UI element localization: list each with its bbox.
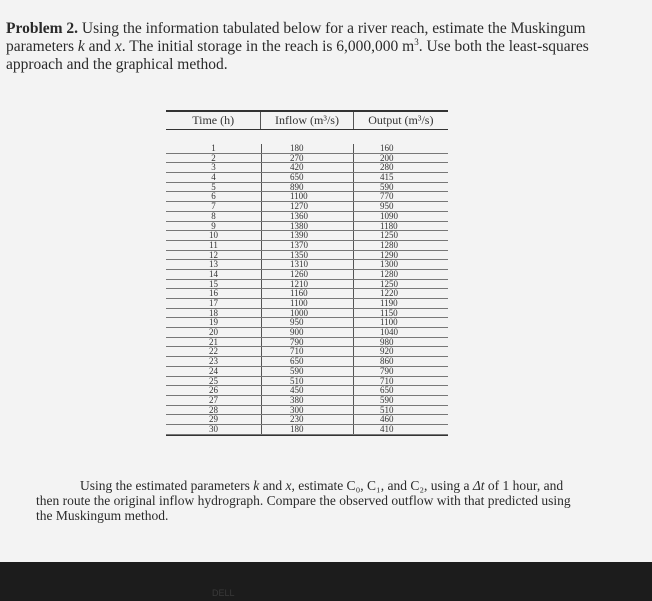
inflow-cell: 230 [261,415,353,424]
time-cell: 29 [209,414,218,425]
inflow-cell: 1270 [261,202,353,211]
output-cell: 590 [353,183,448,192]
output-cell: 710 [353,377,448,386]
time-cell: 16 [209,288,218,299]
inflow-cell: 1380 [261,222,353,231]
output-cell: 1180 [353,222,448,231]
time-cell: 3 [211,162,216,173]
output-cell: 770 [353,192,448,201]
output-cell: 920 [353,347,448,356]
header-inflow: Inflow (m³/s) [260,112,352,129]
output-cell: 1280 [353,241,448,250]
time-cell: 4 [211,172,216,183]
output-cell: 1280 [353,270,448,279]
table-row [166,425,448,435]
output-cell: 1100 [353,318,448,327]
time-cell: 11 [209,239,218,250]
time-cell: 30 [209,423,218,434]
table-row [166,144,448,154]
inflow-cell: 1260 [261,270,353,279]
time-cell: 25 [209,375,218,386]
time-cell: 19 [209,317,218,328]
time-cell: 6 [211,191,216,202]
inflow-cell: 650 [261,173,353,182]
inflow-cell: 180 [261,144,353,153]
output-cell: 160 [353,144,448,153]
time-cell: 15 [209,278,218,289]
inflow-cell: 380 [261,396,353,405]
output-cell: 1040 [353,328,448,337]
table-row [166,154,448,164]
time-cell: 17 [209,298,218,308]
output-cell: 280 [353,163,448,172]
inflow-cell: 650 [261,357,353,366]
inflow-cell: 1210 [261,280,353,289]
table-row [166,163,448,173]
inflow-cell: 590 [261,367,353,376]
header-time: Time (h) [192,113,235,127]
inflow-cell: 450 [261,386,353,395]
inflow-cell: 1100 [261,299,353,308]
inflow-cell: 1310 [261,260,353,269]
output-cell: 1150 [353,309,448,318]
output-cell: 650 [353,386,448,395]
inflow-cell: 420 [261,163,353,172]
inflow-cell: 890 [261,183,353,192]
time-cell: 27 [209,394,218,405]
time-cell: 14 [209,268,218,279]
table-row [166,173,448,183]
monitor-logo: DELL [212,588,235,598]
inflow-cell: 1390 [261,231,353,240]
time-cell: 8 [211,210,216,221]
table-header [166,110,448,130]
time-cell: 28 [209,404,218,415]
table-body [166,144,448,436]
time-cell: 22 [209,346,218,357]
time-cell: 21 [209,336,218,347]
output-cell: 1250 [353,280,448,289]
inflow-cell: 1100 [261,192,353,201]
inflow-cell: 510 [261,377,353,386]
output-cell: 410 [353,425,448,434]
time-cell: 18 [209,307,218,318]
output-cell: 1250 [353,231,448,240]
time-cell: 23 [209,356,218,367]
output-cell: 790 [353,367,448,376]
problem-number: Problem 2. [6,20,79,37]
time-cell: 9 [211,220,216,231]
time-cell: 1 [211,143,216,153]
output-cell: 1300 [353,260,448,269]
inflow-cell: 1360 [261,212,353,221]
followup-instructions: Using the estimated parameters k and x, estimate C₀, C₁, and C₂, using a Δt of 1 hour, and then route the original inflow hydrograph. Compare the observed outflow with that predicted using the Muskingum method. [36,478,571,523]
output-cell: 980 [353,338,448,347]
inflow-cell: 270 [261,154,353,163]
time-cell: 2 [211,152,216,163]
output-cell: 1290 [353,251,448,260]
monitor-bezel [0,562,652,601]
time-cell: 7 [211,201,216,212]
inflow-cell: 1370 [261,241,353,250]
output-cell: 200 [353,154,448,163]
inflow-cell: 950 [261,318,353,327]
time-cell: 26 [209,385,218,396]
inflow-cell: 180 [261,425,353,434]
data-table [166,110,448,436]
output-cell: 1190 [353,299,448,308]
inflow-cell: 710 [261,347,353,356]
output-cell: 510 [353,406,448,415]
inflow-cell: 1000 [261,309,353,318]
output-cell: 1220 [353,289,448,298]
output-cell: 460 [353,415,448,424]
time-cell: 12 [209,249,218,260]
inflow-cell: 900 [261,328,353,337]
header-output: Output (m³/s) [353,112,448,129]
output-cell: 415 [353,173,448,182]
time-cell: 10 [209,230,218,241]
output-cell: 950 [353,202,448,211]
inflow-cell: 1350 [261,251,353,260]
time-cell: 5 [211,181,216,192]
inflow-cell: 1160 [261,289,353,298]
output-cell: 590 [353,396,448,405]
time-cell: 24 [209,365,218,376]
output-cell: 1090 [353,212,448,221]
time-cell: 20 [209,327,218,338]
time-cell: 13 [209,259,218,270]
inflow-cell: 300 [261,406,353,415]
output-cell: 860 [353,357,448,366]
problem-statement: Problem 2. Using the information tabulated below for a river reach, estimate the Muskingum parameters k and x. The initial storage in the reach is 6,000,000 $m^3$. Use both the least-squares approach and the graphical method. [6,20,589,73]
inflow-cell: 790 [261,338,353,347]
